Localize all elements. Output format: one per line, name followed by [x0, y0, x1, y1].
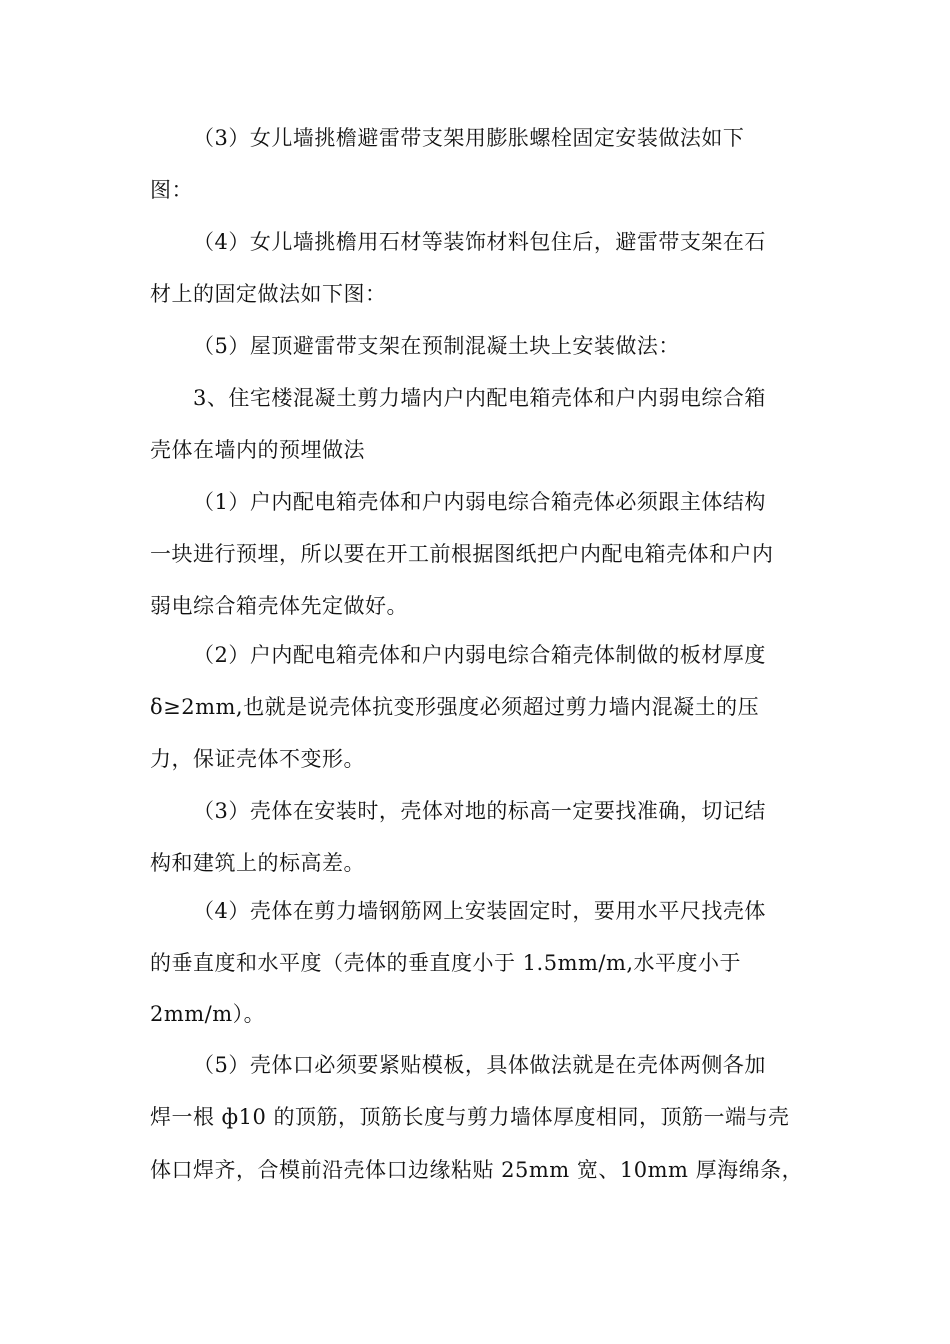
text-line: δ≥2mm,也就是说壳体抗变形强度必须超过剪力墙内混凝土的压	[150, 695, 760, 719]
text-line: 材上的固定做法如下图：	[150, 282, 387, 306]
text-line: （5）壳体口必须要紧贴模板，具体做法就是在壳体两侧各加	[193, 1053, 766, 1077]
text-line: 构和建筑上的标高差。	[150, 851, 365, 875]
text-line: （3）女儿墙挑檐避雷带支架用膨胀螺栓固定安装做法如下	[193, 126, 745, 150]
section-heading-cont: 壳体在墙内的预埋做法	[150, 438, 365, 462]
section-heading: 3、住宅楼混凝土剪力墙内户内配电箱壳体和户内弱电综合箱	[193, 386, 766, 410]
text-line: 焊一根 ф10 的顶筋，顶筋长度与剪力墙体厚度相同，顶筋一端与壳	[150, 1105, 790, 1129]
text-line: （3）壳体在安装时，壳体对地的标高一定要找准确，切记结	[193, 799, 766, 823]
text-line: 2mm/m）。	[150, 1002, 266, 1026]
text-line: （4）壳体在剪力墙钢筋网上安装固定时，要用水平尺找壳体	[193, 899, 766, 923]
text-line: （1）户内配电箱壳体和户内弱电综合箱壳体必须跟主体结构	[193, 490, 766, 514]
text-line: 的垂直度和水平度（壳体的垂直度小于 1.5mm/m,水平度小于	[150, 951, 742, 975]
text-line: （5）屋顶避雷带支架在预制混凝土块上安装做法：	[193, 334, 680, 358]
text-line: 弱电综合箱壳体先定做好。	[150, 594, 408, 618]
text-line: 一块进行预埋，所以要在开工前根据图纸把户内配电箱壳体和户内	[150, 542, 774, 566]
text-line: （4）女儿墙挑檐用石材等装饰材料包住后，避雷带支架在石	[193, 230, 766, 254]
text-line: 图：	[150, 178, 193, 202]
text-line: 力，保证壳体不变形。	[150, 747, 365, 771]
text-line: （2）户内配电箱壳体和户内弱电综合箱壳体制做的板材厚度	[193, 643, 766, 667]
text-line: 体口焊齐，合模前沿壳体口边缘粘贴 25mm 宽、10mm 厚海绵条，	[150, 1158, 804, 1182]
